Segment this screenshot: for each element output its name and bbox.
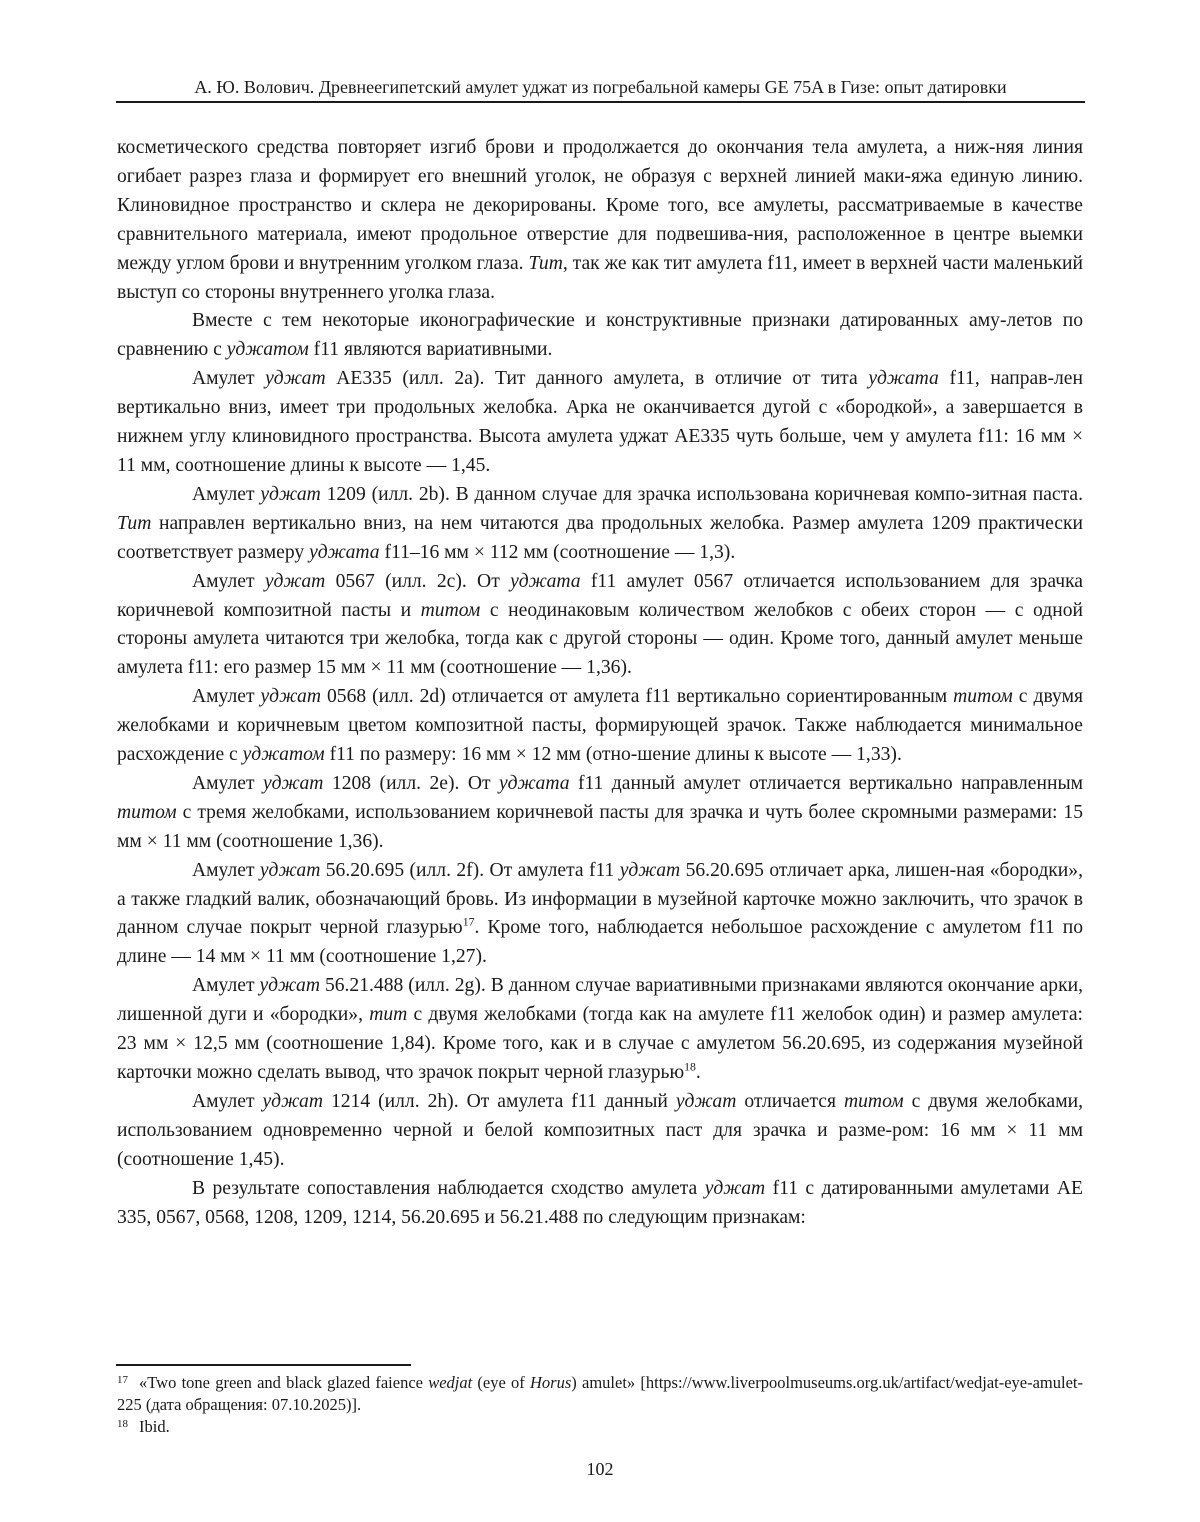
paragraph-5: Амулет уджат 0567 (илл. 2c). От уджата f11 амулет 0567 отличается использованием для зрачка коричневой композитной пасты и титом с неодинаковым количеством желобков с обеих сторон — с одной стороны амулета читаются три желобка, тогда как с другой стороны — один. Кроме того, данный амулет меньше амулета f11: его размер 15 мм × 11 мм (соотношение — 1,36). <box>117 570 1084 679</box>
body-text <box>117 134 1083 1232</box>
paragraph-7: Амулет уджат 1208 (илл. 2e). От уджата f11 данный амулет отличается вертикально направленным титом с тремя желобками, использованием коричневой пасты для зрачка и чуть более скромными размерами: 15 мм × 11 мм (соотношение 1,36). <box>117 772 1084 852</box>
footnote-ref-17[interactable]: 17 <box>462 915 475 929</box>
paragraph-4: Амулет уджат 1209 (илл. 2b). В данном случае для зрачка использована коричневая компо-зитная паста. Тит направлен вертикально вниз, на нем читаются два продольных желобка. Размер амулета 1209 практически соответствует размеру уджата f11–16 мм × 112 мм (соотношение — 1,3). <box>117 483 1084 563</box>
footnote-ref-18[interactable]: 18 <box>684 1060 696 1074</box>
footnote-17: 17 «Two tone green and black glazed faience wedjat (eye of Horus) amulet» [https://www.liverpoolmuseums.org.uk/artifact/wedjat-eye-amulet-225 (дата обращения: 07.10.2025)]. <box>117 1373 1084 1414</box>
paragraph-6: Амулет уджат 0568 (илл. 2d) отличается от амулета f11 вертикально сориентированным титом с двумя желобками и коричневым цветом композитной пасты, формирующей зрачок. Также наблюдается минимальное расхождение с уджатом f11 по размеру: 16 мм × 12 мм (отно-шение длины к высоте — 1,33). <box>117 686 1083 766</box>
footnote-rule <box>116 1364 411 1366</box>
paragraph-9: Амулет уджат 56.21.488 (илл. 2g). В данном случае вариативными признаками являются окончание арки, лишенной дуги и «бородки», тит с двумя желобками (тогда как на амулете f11 желобок один) и размер амулета: 23 мм × 12,5 мм (соотношение 1,84). Кроме того, как и в случае с амулетом 56.20.695, из содержания музейной карточки можно сделать вывод, что зрачок покрыт черной глазурью$^{18}$. <box>117 975 1083 1083</box>
paragraph-3: Амулет уджат AE335 (илл. 2a). Тит данного амулета, в отличие от тита уджата f11, направ-лен вертикально вниз, имеет три продольных желобка. Арка не оканчивается дугой с «бородкой», а завершается в нижнем углу клиновидного пространства. Высота амулета уджат AE335 чуть больше, чем у амулета f11: 16 мм × 11 мм, соотношение длины к высоте — 1,45. <box>117 368 1083 476</box>
page-number: 102 <box>586 1459 614 1479</box>
paragraph-10: Амулет уджат 1214 (илл. 2h). От амулета f11 данный уджат отличается титом с двумя желобками, использованием одновременно черной и белой композитных паст для зрачка и разме-ром: 16 мм × 11 мм (соотношение 1,45). <box>117 1090 1084 1170</box>
footnotes <box>117 1372 1083 1438</box>
paragraph-8: Амулет уджат 56.20.695 (илл. 2f). От амулета f11 уджат 56.20.695 отличает арка, лишен-ная «бородки», а также гладкий валик, обозначающий бровь. Из информации в музейной карточке можно заключить, что зрачок в данном случае покрыт черной глазурью$^{17}$. Кроме того, наблюдается небольшое расхождение с амулетом f11 по длине — 14 мм × 11 мм (соотношение 1,27). <box>117 859 1084 968</box>
paragraph-2: Вместе с тем некоторые иконографические и конструктивные признаки датированных аму-летов по сравнению с уджатом f11 являются вариативными. <box>117 310 1083 361</box>
footnote-link[interactable]: ) amulet» [https://www.liverpoolmuseums.org.uk/artifact/wedjat-eye-amulet-225 (дата обращения: 07.10.2025)]. <box>117 1373 1084 1414</box>
running-header: А. Ю. Волович. Древнеегипетский амулет уджат из погребальной камеры GE 75A в Гизе: опыт датировки <box>194 77 1007 97</box>
paragraph-1: косметического средства повторяет изгиб брови и продолжается до окончания тела амулета, а ниж-няя линия огибает разрез глаза и формирует его внешний уголок, не образуя с верхней линией маки-яжа единую линию. Клиновидное пространство и склера не декорированы. Кроме того, все амулеты, рассматриваемые в качестве сравнительного материала, имеют продольное отверстие для подвешива-ния, расположенное в центре выемки между углом брови и внутренним уголком глаза. Тит, так же как тит амулета f11, имеет в верхней части маленький выступ со стороны внутреннего уголка глаза. <box>117 137 1083 303</box>
footnote-18: 18 Ibid. <box>117 1417 170 1436</box>
paragraph-11: В результате сопоставления наблюдается сходство амулета уджат f11 с датированными амулетами AE 335, 0567, 0568, 1208, 1209, 1214, 56.20.695 и 56.21.488 по следующим признакам: <box>117 1177 1083 1228</box>
header-rule <box>116 101 1085 103</box>
